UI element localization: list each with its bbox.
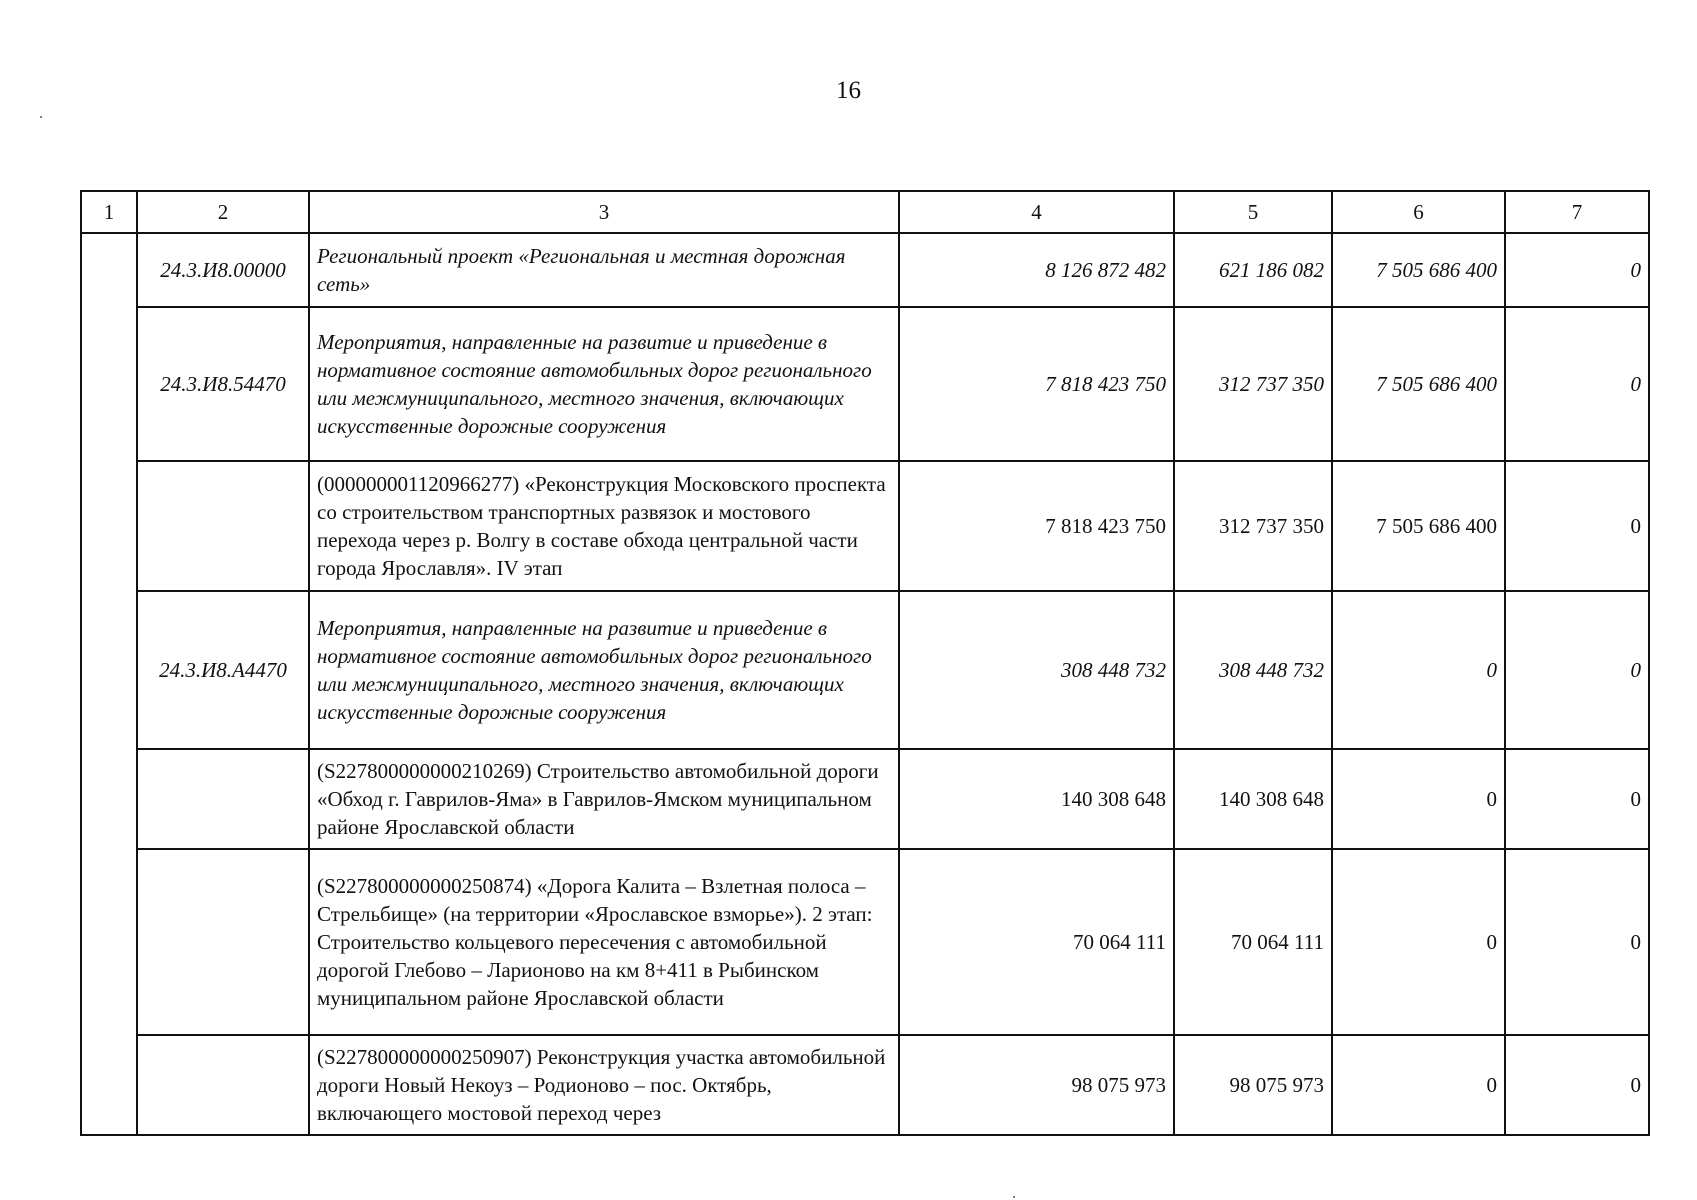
row-value-6: 0 bbox=[1332, 749, 1505, 849]
column-header-2: 2 bbox=[137, 191, 309, 233]
row-value-7: 0 bbox=[1505, 591, 1649, 749]
row-total: 308 448 732 bbox=[899, 591, 1174, 749]
table-row bbox=[81, 849, 1649, 1035]
column-header-3: 3 bbox=[309, 191, 899, 233]
row-value-6: 0 bbox=[1332, 849, 1505, 1035]
page-number: 16 bbox=[836, 77, 861, 104]
row-value-7: 0 bbox=[1505, 461, 1649, 591]
column-header-5: 5 bbox=[1174, 191, 1332, 233]
row-value-6: 7 505 686 400 bbox=[1332, 461, 1505, 591]
table-row bbox=[81, 749, 1649, 849]
row-code: 24.3.И8.54470 bbox=[137, 307, 309, 461]
row-name: (S227800000000250907) Реконструкция участка автомобильной дороги Новый Некоуз – Родионово – пос. Октябрь, включающего мостовой переход через bbox=[309, 1035, 899, 1135]
row-name: (000000001120966277) «Реконструкция Московского проспекта со строительством транспортных развязок и мостового перехода через р. Волгу в составе обхода центральной части города Ярославля». IV этап bbox=[309, 461, 899, 591]
row-value-5: 70 064 111 bbox=[1174, 849, 1332, 1035]
row-value-7: 0 bbox=[1505, 233, 1649, 307]
table-row bbox=[81, 1035, 1649, 1135]
row-total: 98 075 973 bbox=[899, 1035, 1174, 1135]
row-value-7: 0 bbox=[1505, 849, 1649, 1035]
row-total: 140 308 648 bbox=[899, 749, 1174, 849]
row-total: 7 818 423 750 bbox=[899, 461, 1174, 591]
column-header-1: 1 bbox=[81, 191, 137, 233]
row-total: 7 818 423 750 bbox=[899, 307, 1174, 461]
row-value-7: 0 bbox=[1505, 749, 1649, 849]
row-total: 8 126 872 482 bbox=[899, 233, 1174, 307]
header-row bbox=[81, 191, 1649, 233]
row-value-5: 98 075 973 bbox=[1174, 1035, 1332, 1135]
row-name: Мероприятия, направленные на развитие и приведение в нормативное состояние автомобильных дорог регионального или межмуниципального, местного значения, включающих искусственные дорожные сооружения bbox=[309, 591, 899, 749]
row-total: 70 064 111 bbox=[899, 849, 1174, 1035]
row-code bbox=[137, 749, 309, 849]
row-code bbox=[137, 461, 309, 591]
column-header-6: 6 bbox=[1332, 191, 1505, 233]
row-name: (S227800000000210269) Строительство автомобильной дороги «Обход г. Гаврилов-Яма» в Гаврилов-Ямском муниципальном районе Ярославской области bbox=[309, 749, 899, 849]
column-header-7: 7 bbox=[1505, 191, 1649, 233]
row-value-5: 312 737 350 bbox=[1174, 307, 1332, 461]
row-code: 24.3.И8.А4470 bbox=[137, 591, 309, 749]
budget-table bbox=[80, 190, 1650, 1136]
row-code bbox=[137, 849, 309, 1035]
table-row bbox=[81, 233, 1649, 307]
table-row bbox=[81, 307, 1649, 461]
row-code: 24.3.И8.00000 bbox=[137, 233, 309, 307]
table-row bbox=[81, 591, 1649, 749]
merged-column-1-cell bbox=[81, 233, 137, 1135]
row-value-7: 0 bbox=[1505, 1035, 1649, 1135]
row-value-5: 308 448 732 bbox=[1174, 591, 1332, 749]
row-name: Мероприятия, направленные на развитие и приведение в нормативное состояние автомобильных дорог регионального или межмуниципального, местного значения, включающих искусственные дорожные сооружения bbox=[309, 307, 899, 461]
table-row bbox=[81, 461, 1649, 591]
row-value-6: 0 bbox=[1332, 1035, 1505, 1135]
row-value-6: 0 bbox=[1332, 591, 1505, 749]
row-value-7: 0 bbox=[1505, 307, 1649, 461]
scan-speck bbox=[1013, 1196, 1015, 1198]
row-code bbox=[137, 1035, 309, 1135]
column-header-4: 4 bbox=[899, 191, 1174, 233]
row-value-5: 140 308 648 bbox=[1174, 749, 1332, 849]
row-value-5: 312 737 350 bbox=[1174, 461, 1332, 591]
row-name: Региональный проект «Региональная и местная дорожная сеть» bbox=[309, 233, 899, 307]
row-name: (S227800000000250874) «Дорога Калита – Взлетная полоса – Стрельбище» (на территории «Ярославское взморье»). 2 этап: Строительство кольцевого пересечения с автомобильной дорогой Глебово – Ларионово на км 8+411 в Рыбинском муниципальном районе Ярославской области bbox=[309, 849, 899, 1035]
scan-speck bbox=[40, 116, 42, 118]
row-value-6: 7 505 686 400 bbox=[1332, 233, 1505, 307]
row-value-6: 7 505 686 400 bbox=[1332, 307, 1505, 461]
row-value-5: 621 186 082 bbox=[1174, 233, 1332, 307]
